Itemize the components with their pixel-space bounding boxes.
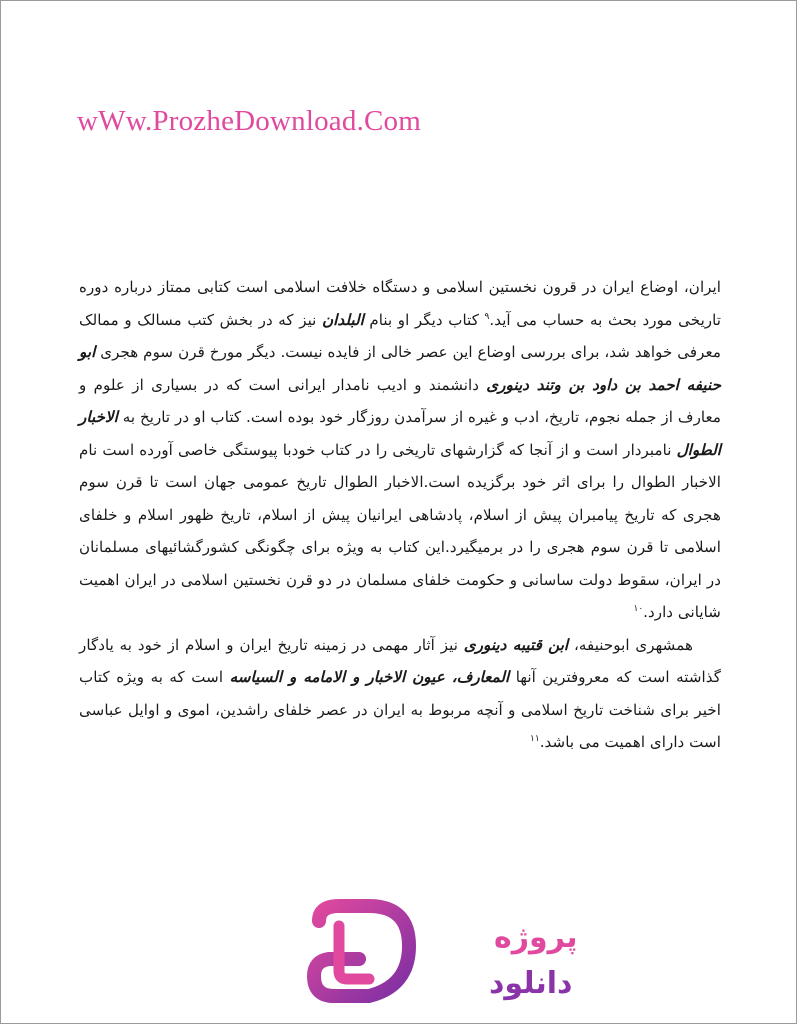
author-name-dinawari: ابو حنیفه احمد بن داود بن وتند دینوری [79, 343, 721, 394]
paragraph-1-text-1: ایران، اوضاع ایران در قرون نخستین اسلامی و دستگاه خلافت اسلامی است کتابی ممتاز درباره دوره تاریخی مورد بحث به حساب می آید. [79, 278, 721, 329]
paragraph-2-text-1: همشهری ابوحنیفه، [568, 635, 694, 654]
paragraph-1-text-3: نیز که در بخش کتب مسالک و ممالک معرفی خواهد شد، برای بررسی اوضاع این عصر خالی از فایده نیست. دیگر مورخ قرن سوم هجری [79, 310, 721, 361]
watermark-url: wWw.ProzheDownload.Com [77, 105, 422, 137]
paragraph-2-text-2: نیز آثار مهمی در زمینه تاریخ ایران و اسلام از خود به یادگار گذاشته است که معروفترین آنها [79, 635, 721, 686]
paragraph-1 [79, 271, 721, 629]
document-body [79, 271, 721, 759]
prozhe-download-logo [299, 901, 578, 1011]
paragraph-1-text-4: دانشمند و ادیب نامدار ایرانی است که در بسیاری از علوم و معارف از جمله نجوم، تاریخ، ادب و غیره از سرآمدن روزگار خود بوده است. کتاب او در تاریخ به [79, 375, 721, 426]
logo-text-download: دانلود [489, 966, 573, 1001]
footnote-ref-10: ۱۰ [633, 603, 644, 614]
author-name-ibn-qutayba: ابن قتیبه دینوری [463, 635, 569, 654]
paragraph-2 [79, 629, 721, 759]
footnote-ref-11: ۱۱ [530, 733, 540, 744]
paragraph-2-text-3: است که به ویژه کتاب اخیر برای شناخت تاریخ اسلامی و آنچه مربوط به ایران در عصر خلفای راشدین، اموی و اوایل عباسی است دارای اهمیت می باشد. [79, 668, 721, 751]
book-title-akhbar-tiwal: الاخبار الطوال [79, 408, 721, 459]
paragraph-1-text-2: کتاب دیگر او بنام [363, 310, 485, 329]
logo-text-prozhe: پروژه [494, 920, 578, 955]
book-title-albuldan: البلدان [321, 310, 364, 329]
footnote-ref-9: ۹ [484, 311, 490, 322]
book-titles-maarif: المعارف، عیون الاخبار و الامامه و السیاسه [229, 668, 510, 686]
paragraph-1-text-5: نامبردار است و از آنجا که گزارشهای تاریخی را در کتاب خودبا پیوستگی خاصی آورده است نام الاخبار الطوال را برای اثر خود برگزیده است.الاخبار الطوال تاریخ عمومی جهان است تا قرن سوم هجری که تاریخ پیامبران پیش از اسلام، پادشاهی ایرانیان پیش از اسلام، تاریخ ظهور اسلام و خلفای اسلامی تا قرن سوم هجری را در برمیگیرد.این کتاب به ویژه برای چگونگی کشورگشائیهای مسلمانان در ایران، سقوط دولت ساسانی و حکومت خلفای مسلمان در دو قرن نخستین اسلامی در ایران اهمیت شایانی دارد. [79, 440, 721, 621]
